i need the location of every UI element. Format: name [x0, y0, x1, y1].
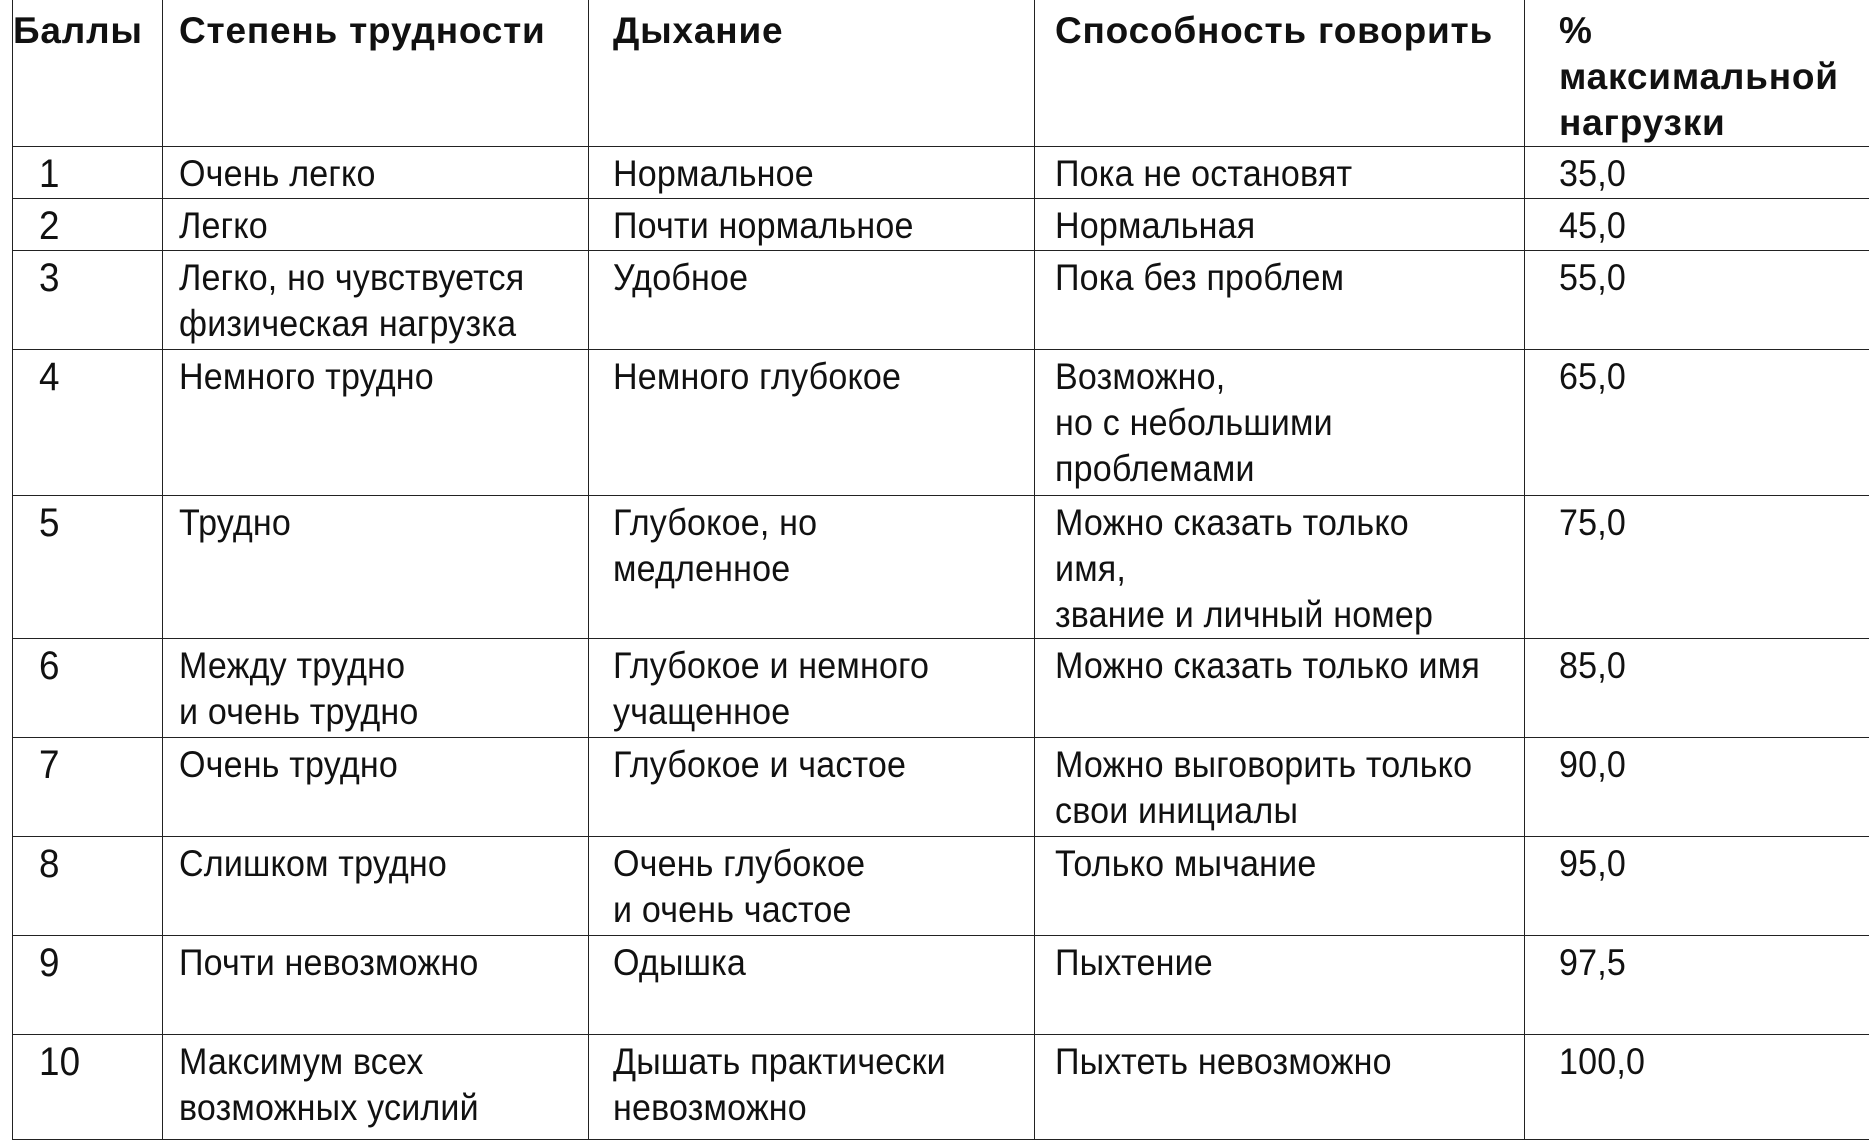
cell-difficulty: Легко, но чувствуется физическая нагрузка [163, 251, 589, 350]
cell-breathing: Глубокое и частое [589, 738, 1035, 837]
cell-speaking-ability: Можно сказать только имя, звание и личный номер [1035, 496, 1525, 639]
table-row [13, 738, 1869, 837]
cell-speaking-ability: Пока не остановят [1035, 147, 1525, 199]
cell-difficulty: Слишком трудно [163, 837, 589, 936]
cell-difficulty: Очень легко [163, 147, 589, 199]
header-breathing: Дыхание [589, 0, 1035, 147]
cell-speaking-ability: Только мычание [1035, 837, 1525, 936]
table-row [13, 199, 1869, 251]
cell-difficulty: Трудно [163, 496, 589, 639]
header-points: Баллы [13, 0, 163, 147]
cell-points: 1 [13, 147, 163, 199]
cell-breathing: Глубокое и немного учащенное [589, 639, 1035, 738]
cell-breathing: Нормальное [589, 147, 1035, 199]
cell-difficulty: Почти невозможно [163, 936, 589, 1035]
table-row [13, 350, 1869, 496]
cell-breathing: Немного глубокое [589, 350, 1035, 496]
exertion-scale-table [12, 0, 1869, 1140]
table-row [13, 936, 1869, 1035]
cell-breathing: Очень глубокое и очень частое [589, 837, 1035, 936]
cell-points: 3 [13, 251, 163, 350]
table-row [13, 251, 1869, 350]
cell-difficulty: Немного трудно [163, 350, 589, 496]
header-difficulty: Степень трудности [163, 0, 589, 147]
cell-points: 10 [13, 1035, 163, 1140]
header-speaking-ability: Способность говорить [1035, 0, 1525, 147]
cell-breathing: Глубокое, но медленное [589, 496, 1035, 639]
cell-speaking-ability: Пыхтение [1035, 936, 1525, 1035]
cell-difficulty: Очень трудно [163, 738, 589, 837]
cell-max-load-percent: 95,0 [1525, 837, 1869, 936]
cell-points: 8 [13, 837, 163, 936]
cell-speaking-ability: Можно сказать только имя [1035, 639, 1525, 738]
cell-speaking-ability: Нормальная [1035, 199, 1525, 251]
cell-speaking-ability: Пыхтеть невозможно [1035, 1035, 1525, 1140]
cell-points: 9 [13, 936, 163, 1035]
cell-max-load-percent: 75,0 [1525, 496, 1869, 639]
cell-max-load-percent: 45,0 [1525, 199, 1869, 251]
cell-points: 4 [13, 350, 163, 496]
cell-speaking-ability: Пока без проблем [1035, 251, 1525, 350]
exertion-scale-table-wrapper [12, 0, 1869, 1140]
cell-speaking-ability: Возможно, но с небольшими проблемами [1035, 350, 1525, 496]
cell-max-load-percent: 55,0 [1525, 251, 1869, 350]
table-row [13, 147, 1869, 199]
cell-max-load-percent: 65,0 [1525, 350, 1869, 496]
table-row [13, 639, 1869, 738]
cell-points: 7 [13, 738, 163, 837]
table-row [13, 837, 1869, 936]
cell-points: 5 [13, 496, 163, 639]
cell-difficulty: Легко [163, 199, 589, 251]
cell-breathing: Дышать практически невозможно [589, 1035, 1035, 1140]
cell-points: 2 [13, 199, 163, 251]
cell-speaking-ability: Можно выговорить только свои инициалы [1035, 738, 1525, 837]
table-row [13, 496, 1869, 639]
cell-difficulty: Между трудно и очень трудно [163, 639, 589, 738]
cell-max-load-percent: 97,5 [1525, 936, 1869, 1035]
cell-max-load-percent: 100,0 [1525, 1035, 1869, 1140]
table-header-row [13, 0, 1869, 147]
cell-max-load-percent: 90,0 [1525, 738, 1869, 837]
cell-difficulty: Максимум всех возможных усилий [163, 1035, 589, 1140]
cell-breathing: Удобное [589, 251, 1035, 350]
cell-max-load-percent: 85,0 [1525, 639, 1869, 738]
cell-points: 6 [13, 639, 163, 738]
cell-breathing: Почти нормальное [589, 199, 1035, 251]
cell-breathing: Одышка [589, 936, 1035, 1035]
table-row [13, 1035, 1869, 1140]
header-max-load-percent: % максимальной нагрузки [1525, 0, 1869, 147]
cell-max-load-percent: 35,0 [1525, 147, 1869, 199]
